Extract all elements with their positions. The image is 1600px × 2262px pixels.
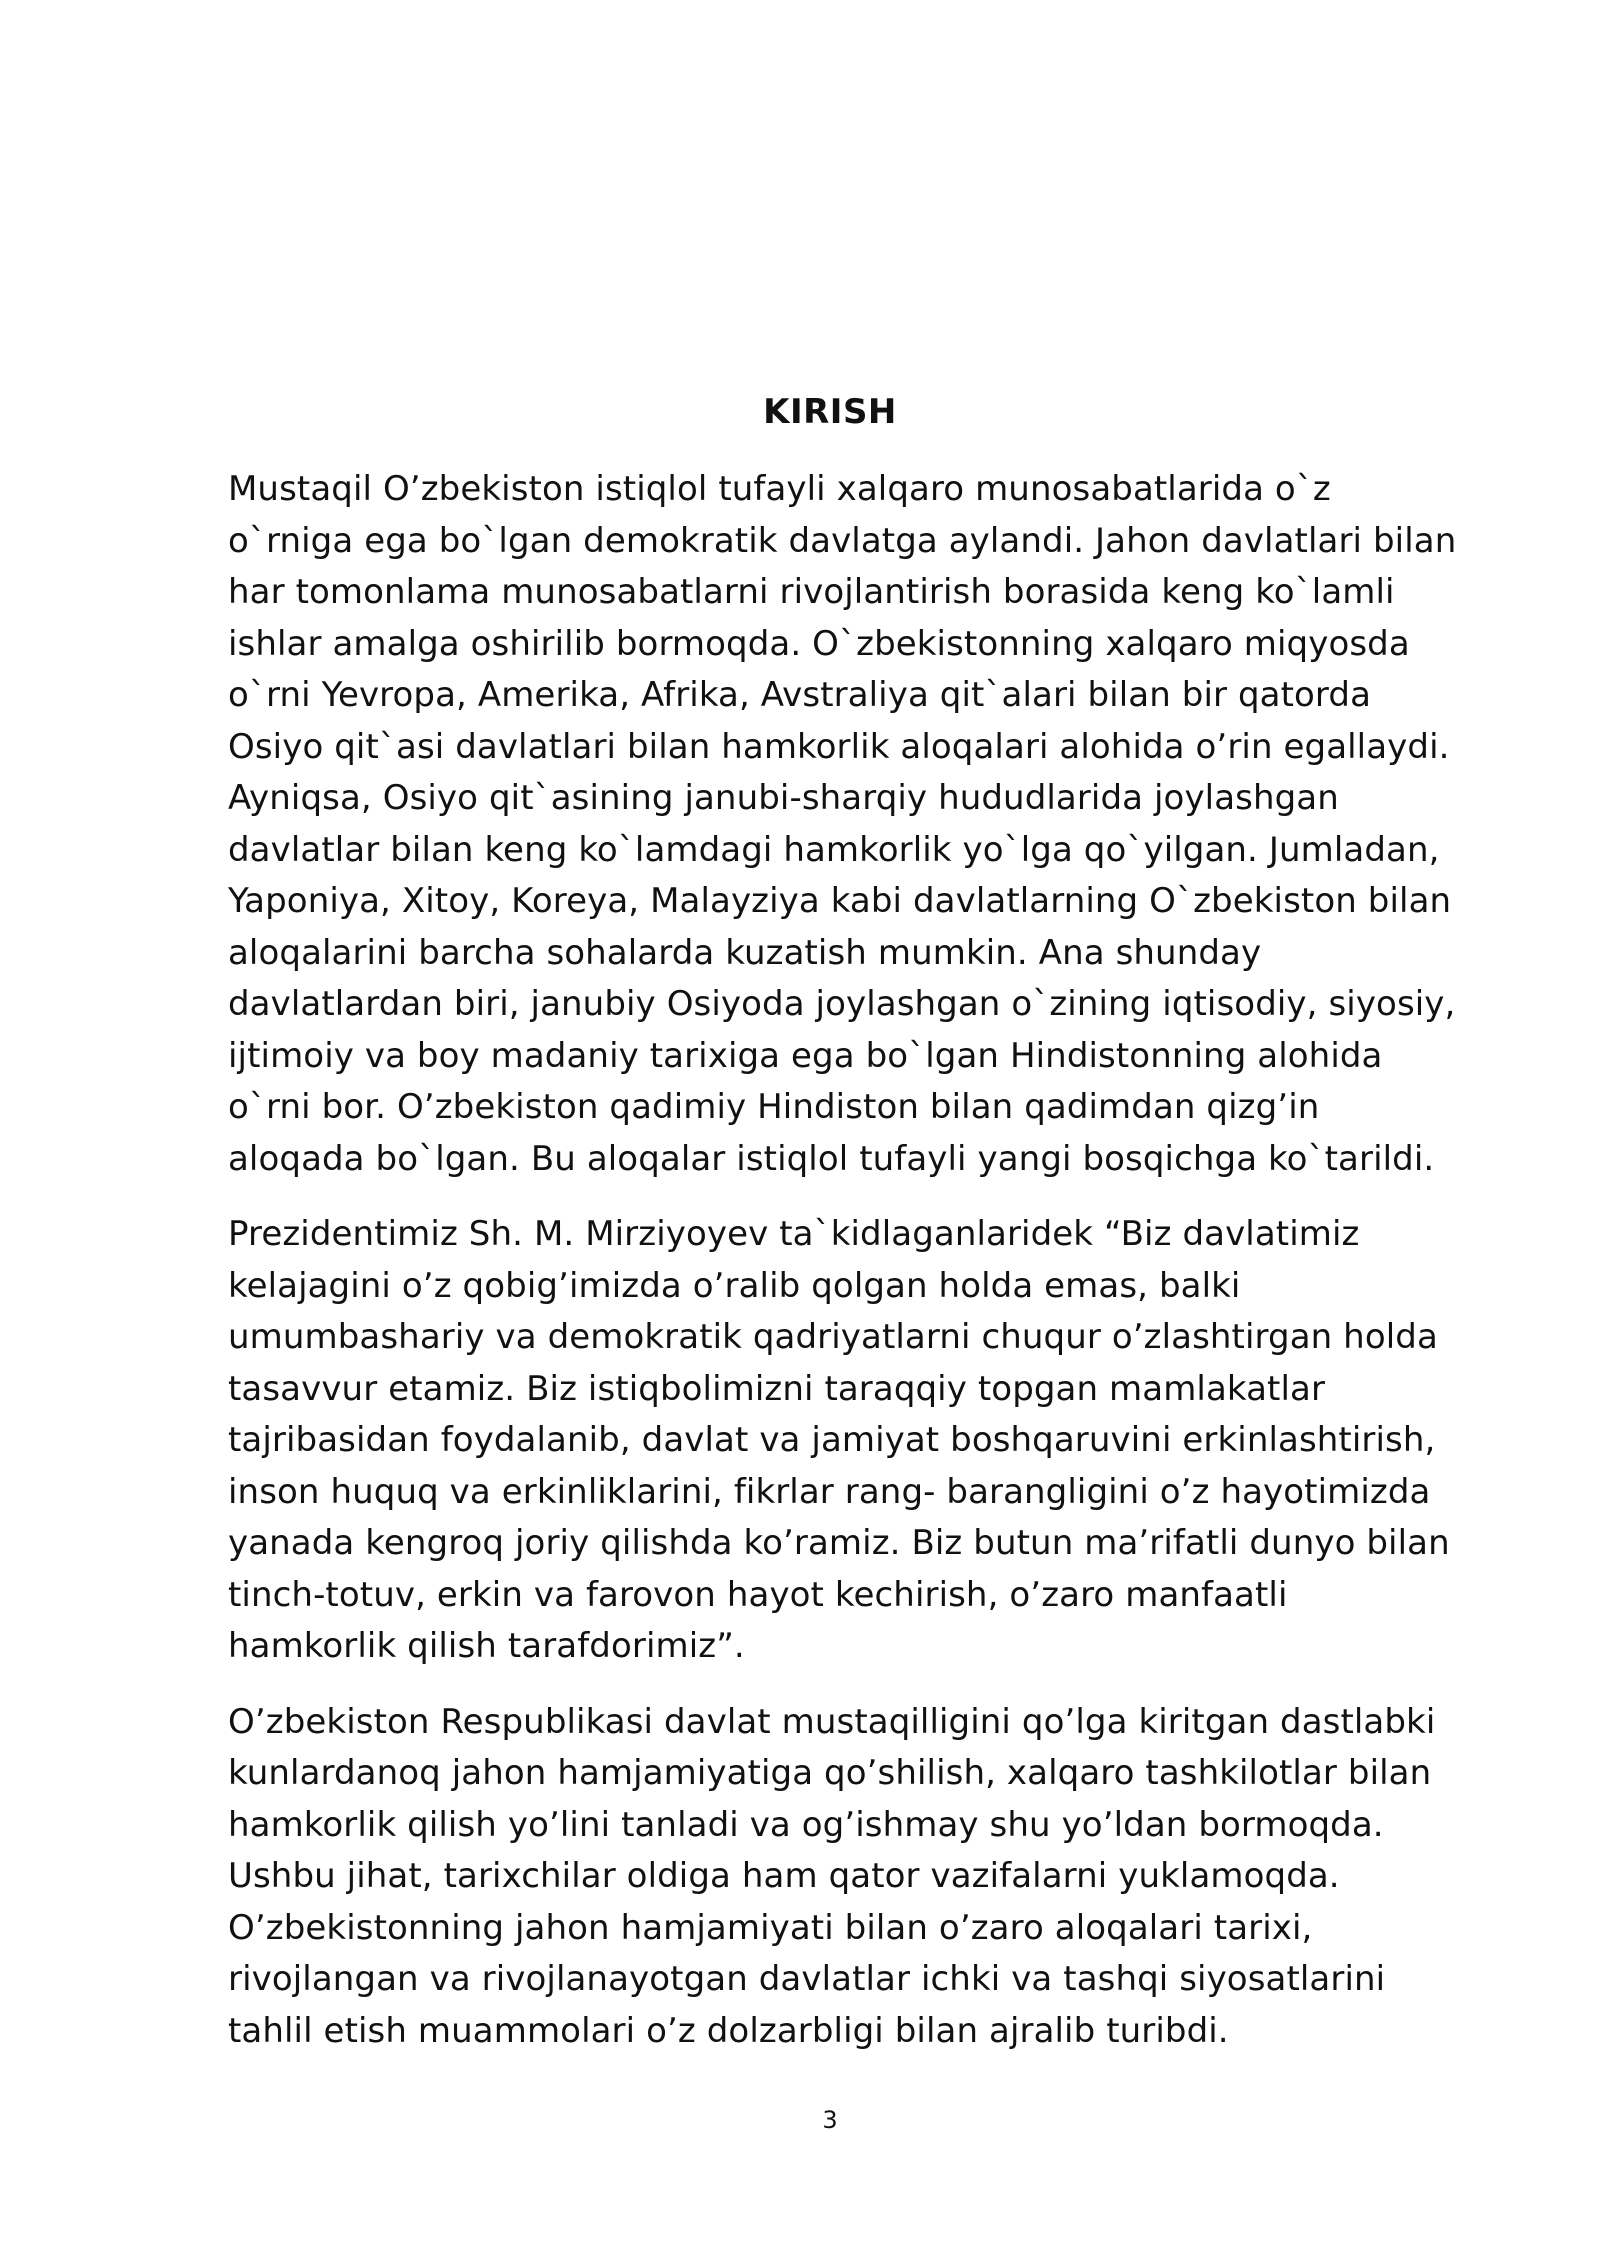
text-line: tajribasidan foydalanib, davlat va jamiyat boshqaruvini erkinlashtirish, [228, 1420, 1436, 1460]
text-line: O’zbekiston Respublikasi davlat mustaqilligini qo’lga kiritgan dastlabki [228, 1701, 1436, 1742]
text-line: Ayniqsa, Osiyo qit`asining janubi-sharqiy hududlarida joylashgan [228, 778, 1339, 818]
text-line: davlatlardan biri, janubiy Osiyoda joylashgan o`zining iqtisodiy, siyosiy, [228, 984, 1456, 1024]
page-number: 3 [822, 2106, 838, 2134]
section-heading: KIRISH [763, 392, 897, 432]
text-line: umumbashariy va demokratik qadriyatlarni chuqur o’zlashtirgan holda [228, 1317, 1438, 1357]
text-line: Ushbu jihat, tarixchilar oldiga ham qator vazifalarni yuklamoqda. [228, 1856, 1340, 1896]
text-line: Prezidentimiz Sh. M. Mirziyoyev ta`kidlaganlaridek “Biz davlatimiz [228, 1214, 1360, 1254]
paragraph-2 [228, 1209, 1518, 1673]
text-line: ijtimoiy va boy madaniy tarixiga ega bo`lgan Hindistonning alohida [228, 1035, 1383, 1076]
text-line: Mustaqil O’zbekiston istiqlol tufayli xalqaro munosabatlarida o`z [228, 469, 1331, 509]
text-line: tahlil etish muammolari o’z dolzarbligi bilan ajralib turibdi. [228, 2010, 1229, 2051]
text-line: Yaponiya, Xitoy, Koreya, Malayziya kabi davlatlarning O`zbekiston bilan [228, 881, 1452, 921]
text-line: O’zbekistonning jahon hamjamiyati bilan o’zaro aloqalari tarixi, [228, 1907, 1313, 1948]
text-line: o`rni Yevropa, Amerika, Afrika, Avstraliya qit`alari bilan bir qatorda [228, 675, 1372, 715]
text-line: inson huquq va erkinliklarini, fikrlar rang- barangligini o’z hayotimizda [228, 1471, 1431, 1512]
paragraph-3 [228, 1697, 1518, 2058]
text-line: aloqada bo`lgan. Bu aloqalar istiqlol tufayli yangi bosqichga ko`tarildi. [228, 1138, 1435, 1179]
text-line: yanada kengroq joriy qilishda ko’ramiz. Biz butun ma’rifatli dunyo bilan [228, 1523, 1450, 1563]
text-line: tinch-totuv, erkin va farovon hayot kechirish, o’zaro manfaatli [228, 1574, 1288, 1615]
text-line: Osiyo qit`asi davlatlari bilan hamkorlik aloqalari alohida o’rin egallaydi. [228, 726, 1450, 767]
text-line: hamkorlik qilish tarafdorimiz”. [228, 1626, 745, 1666]
text-line: o`rni bor. O’zbekiston qadimiy Hindiston bilan qadimdan qizg’in [228, 1087, 1320, 1127]
text-line: ishlar amalga oshirilib bormoqda. O`zbekistonning xalqaro miqyosda [228, 623, 1410, 664]
text-line: o`rniga ega bo`lgan demokratik davlatga aylandi. Jahon davlatlari bilan [228, 520, 1457, 561]
body-text [228, 464, 1518, 2081]
text-line: rivojlangan va rivojlanayotgan davlatlar ichki va tashqi siyosatlarini [228, 1959, 1386, 1999]
text-line: hamkorlik qilish yo’lini tanladi va og’ishmay shu yo’ldan bormoqda. [228, 1804, 1384, 1845]
text-line: aloqalarini barcha sohalarda kuzatish mumkin. Ana shunday [228, 932, 1262, 973]
paragraph-1 [228, 464, 1518, 1185]
text-line: kunlardanoq jahon hamjamiyatiga qo’shilish, xalqaro tashkilotlar bilan [228, 1753, 1432, 1793]
text-line: har tomonlama munosabatlarni rivojlantirish borasida keng ko`lamli [228, 572, 1395, 612]
text-line: kelajagini o’z qobig’imizda o’ralib qolgan holda emas, balki [228, 1265, 1241, 1306]
text-line: tasavvur etamiz. Biz istiqbolimizni taraqqiy topgan mamlakatlar [228, 1368, 1326, 1409]
text-line: davlatlar bilan keng ko`lamdagi hamkorlik yo`lga qo`yilgan. Jumladan, [228, 829, 1440, 870]
